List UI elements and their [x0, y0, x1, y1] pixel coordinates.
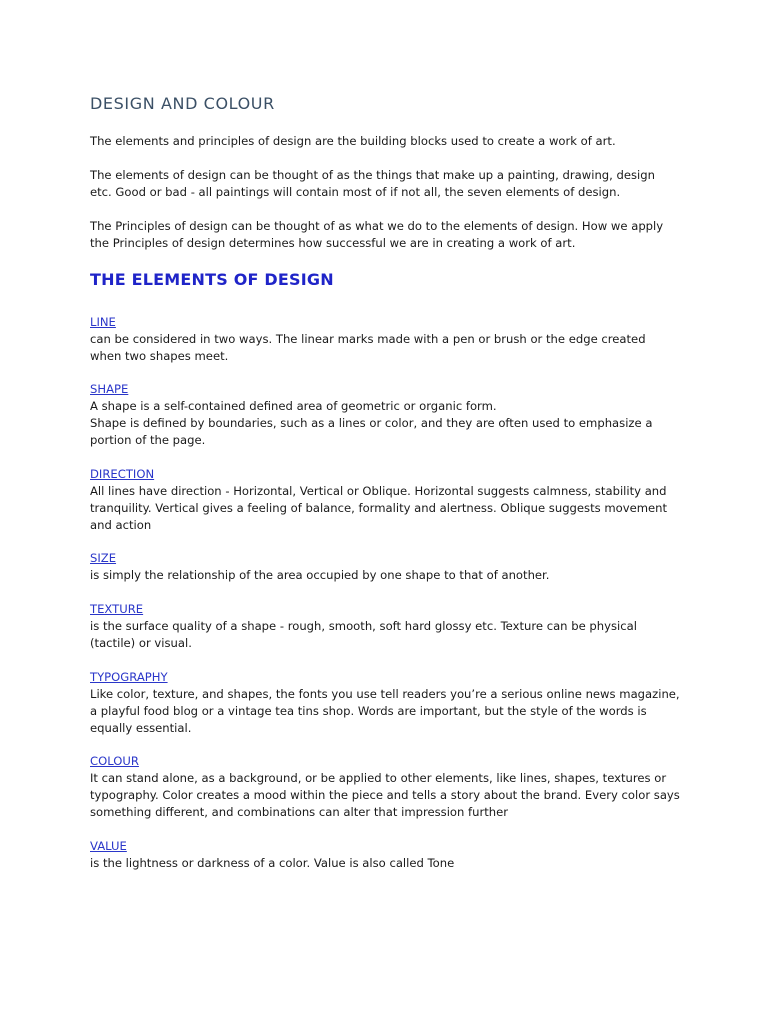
element-link-direction[interactable]: DIRECTION	[90, 467, 155, 481]
element-shape	[90, 381, 680, 449]
element-description: can be considered in two ways. The linear marks made with a pen or brush or the edge created when two shapes meet.	[90, 332, 646, 363]
document-title: DESIGN AND COLOUR	[90, 94, 275, 113]
element-description: Like color, texture, and shapes, the fonts you use tell readers you’re a serious online news magazine, a playful food blog or a vintage tea tins shop. Words are important, but the style of the words is equally essential.	[90, 687, 680, 735]
element-description: It can stand alone, as a background, or be applied to other elements, like lines, shapes, textures or typography. Color creates a mood within the piece and tells a story about the brand. Every color says something different, and combinations can alter that impression further	[90, 771, 680, 819]
element-texture	[90, 601, 680, 652]
element-link-value[interactable]: VALUE	[90, 839, 127, 853]
element-value	[90, 838, 680, 872]
intro-paragraph: The elements of design can be thought of as the things that make up a painting, drawing, design etc. Good or bad - all paintings will contain most of if not all, the seven elements of design.	[90, 168, 655, 199]
element-colour	[90, 753, 680, 821]
element-description: A shape is a self-contained defined area of geometric or organic form. Shape is defined by boundaries, such as a lines or color, and they are often used to emphasize a portion of the page.	[90, 399, 653, 447]
section-heading: THE ELEMENTS OF DESIGN	[90, 270, 334, 289]
intro-paragraph: The Principles of design can be thought of as what we do to the elements of design. How we apply the Principles of design determines how successful we are in creating a work of art.	[90, 219, 664, 250]
element-typography	[90, 669, 680, 737]
element-description: is the surface quality of a shape - rough, smooth, soft hard glossy etc. Texture can be physical (tactile) or visual.	[90, 619, 637, 650]
element-link-texture[interactable]: TEXTURE	[90, 602, 144, 616]
element-direction	[90, 466, 680, 534]
intro-paragraph: The elements and principles of design are the building blocks used to create a work of art.	[90, 134, 616, 148]
element-size	[90, 550, 680, 584]
element-link-typography[interactable]: TYPOGRAPHY	[90, 670, 168, 684]
element-description: is simply the relationship of the area occupied by one shape to that of another.	[90, 568, 550, 582]
element-description: is the lightness or darkness of a color. Value is also called Tone	[90, 856, 455, 870]
element-description: All lines have direction - Horizontal, Vertical or Oblique. Horizontal suggests calmness, stability and tranquility. Vertical gives a feeling of balance, formality and alertness. Oblique suggests movement and action	[90, 484, 668, 532]
element-link-size[interactable]: SIZE	[90, 551, 117, 565]
element-link-shape[interactable]: SHAPE	[90, 382, 129, 396]
element-link-line[interactable]: LINE	[90, 315, 116, 329]
element-link-colour[interactable]: COLOUR	[90, 754, 139, 768]
element-line	[90, 314, 680, 365]
